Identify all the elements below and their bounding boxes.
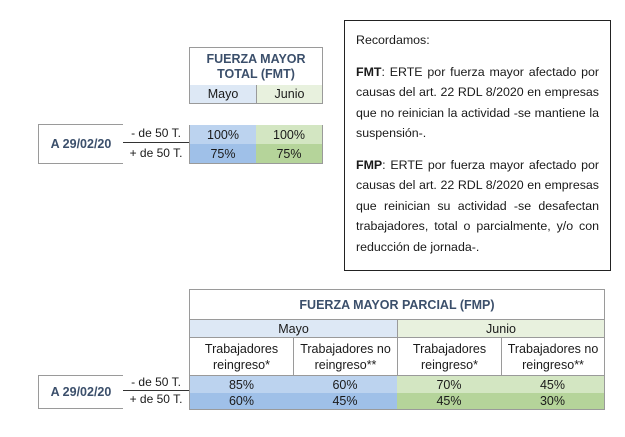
fmp-cell-mayo-reingreso-under50: 85%: [189, 376, 293, 393]
fmt-cell-mayo-under50: 100%: [189, 125, 256, 144]
fmt-cell-junio-over50: 75%: [256, 144, 323, 164]
note-fmp-text: : ERTE por fuerza mayor afectado por causas del art. 22 RDL 8/2020 en empresas que reinician su actividad -se desafectan trabajadores, total o parcialmente, y/o con reducción de jornada-.: [356, 157, 599, 254]
fmt-date-label: A 29/02/20: [38, 124, 123, 164]
fmp-cell-junio-no-reingreso-over50: 30%: [501, 393, 605, 410]
fmp-month-junio: Junio: [397, 320, 605, 338]
fmt-table-title: FUERZA MAYOR TOTAL (FMT): [189, 47, 323, 85]
fmp-row-label-over50: + de 50 T.: [129, 392, 183, 406]
fmt-row-label-over50: + de 50 T.: [129, 146, 183, 160]
fmp-month-mayo: Mayo: [189, 320, 397, 338]
fmt-month-junio: Junio: [256, 85, 323, 104]
fmp-subheader-junio-no-reingreso: Trabajadores no reingreso**: [501, 338, 605, 376]
fmt-row-label-under50: - de 50 T.: [123, 126, 189, 143]
fmp-subheader-junio-reingreso: Trabajadores reingreso*: [397, 338, 501, 376]
fmp-cell-mayo-no-reingreso-under50: 60%: [293, 376, 397, 393]
note-fmt-term: FMT: [356, 64, 382, 79]
note-intro: Recordamos:: [356, 33, 430, 47]
note-fmp-term: FMP: [356, 157, 383, 172]
fmp-cell-junio-reingreso-over50: 45%: [397, 393, 501, 410]
note-fmt-definition: [356, 62, 599, 144]
fmp-subheader-mayo-no-reingreso: Trabajadores no reingreso**: [293, 338, 397, 376]
fmp-cell-mayo-reingreso-over50: 60%: [189, 393, 293, 410]
fmp-date-label: A 29/02/20: [38, 375, 123, 409]
fmp-cell-junio-reingreso-under50: 70%: [397, 376, 501, 393]
fmt-cell-mayo-over50: 75%: [189, 144, 256, 164]
fmp-table-title: FUERZA MAYOR PARCIAL (FMP): [189, 289, 605, 320]
fmp-cell-junio-no-reingreso-under50: 45%: [501, 376, 605, 393]
note-fmp-definition: [356, 155, 599, 258]
fmt-cell-junio-under50: 100%: [256, 125, 323, 144]
note-fmt-text: : ERTE por fuerza mayor afectado por causas del art. 22 RDL 8/2020 en empresas que no reinician la actividad -se mantiene la suspensión-.: [356, 64, 599, 140]
fmp-cell-mayo-no-reingreso-over50: 45%: [293, 393, 397, 410]
fmp-row-label-under50: - de 50 T.: [123, 375, 189, 391]
fmp-subheader-mayo-reingreso: Trabajadores reingreso*: [189, 338, 293, 376]
definitions-note: [344, 20, 611, 271]
fmt-month-mayo: Mayo: [189, 85, 256, 104]
